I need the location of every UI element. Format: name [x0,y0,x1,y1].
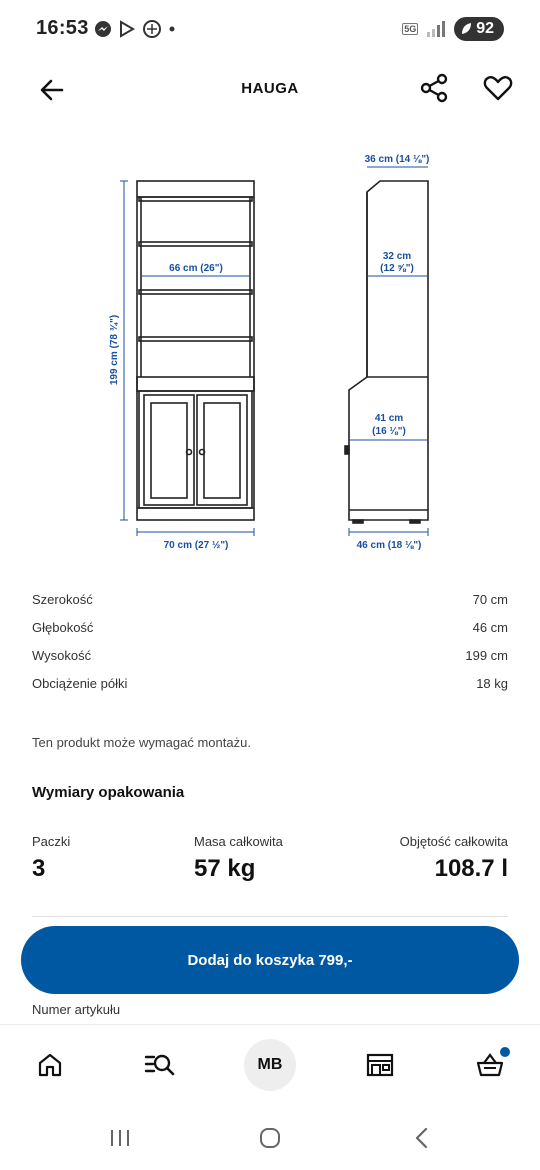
spec-label: Głębokość [32,620,94,635]
volume-stat [400,834,508,883]
favorite-button[interactable] [482,72,514,104]
side-inner-depth-label: 32 cm [382,251,412,262]
packaging-stats [32,834,508,894]
share-icon [418,72,450,104]
weight-label: Masa całkowita [194,834,283,849]
home-system-button[interactable] [256,1124,284,1152]
spec-label: Wysokość [32,648,92,663]
nav-home[interactable] [28,1043,72,1087]
assembly-note: Ten produkt może wymagać montażu. [32,735,251,750]
status-time: 16:53 [36,17,89,39]
add-to-cart-button[interactable]: Dodaj do koszyka 799,- [21,926,519,994]
front-width-label: 70 cm (27 ½") [163,540,229,551]
spec-value: 46 cm [472,620,508,635]
avatar[interactable]: MB [244,1039,296,1091]
signal-icon [426,20,446,38]
packages-value: 3 [32,855,46,882]
side-lower-depth-label: 41 cm [374,413,404,424]
top-app-bar [0,60,540,116]
spec-value: 18 kg [476,676,508,691]
spec-row-shelf-load [32,676,508,704]
home-icon [36,1051,64,1079]
bottom-navigation [0,1024,540,1108]
heart-icon [482,72,514,104]
article-number-label[interactable]: Numer artykułu [32,1002,121,1017]
store-icon [365,1051,395,1079]
battery-level: 92 [476,20,494,37]
volume-value: 108.7 l [434,855,508,882]
front-height-label: 199 cm (78 ¾") [109,314,120,386]
spec-row-width [32,592,508,620]
side-top-depth-label: 36 cm (14 ⅛") [364,154,430,165]
spec-value: 199 cm [465,648,508,663]
messenger-icon [94,20,112,38]
page-title: HAUGA [241,80,299,97]
recent-apps-button[interactable] [106,1124,134,1152]
spec-value: 70 cm [472,592,508,607]
nav-cart[interactable] [468,1043,512,1087]
recent-apps-icon [106,1124,134,1152]
back-system-button[interactable] [408,1124,436,1152]
play-store-icon [118,20,136,38]
spec-list [32,592,508,704]
weight-value: 57 kg [194,855,256,882]
side-view [345,181,428,523]
share-button[interactable] [418,72,450,104]
nav-stores[interactable] [358,1043,402,1087]
cart-badge [500,1047,510,1057]
front-inner-width-label: 66 cm (26") [169,263,223,274]
side-depth-label: 46 cm (18 ⅛") [356,540,422,551]
nav-search[interactable] [138,1043,182,1087]
system-navigation [0,1108,540,1170]
spec-label: Obciążenie półki [32,676,128,691]
packaging-title: Wymiary opakowania [32,784,185,801]
spec-row-depth [32,620,508,648]
dimension-diagram [0,140,540,560]
packages-stat [32,834,70,883]
more-dot-icon [168,20,176,38]
weight-stat [194,834,283,883]
status-bar [0,0,540,60]
divider [32,916,508,917]
spec-row-height [32,648,508,676]
battery-indicator [454,17,504,41]
packages-label: Paczki [32,834,71,849]
front-view [137,181,254,520]
battery-saver-icon [460,22,472,36]
spec-label: Szerokość [32,592,93,607]
home-circle-icon [256,1124,284,1152]
volume-label: Objętość całkowita [399,834,508,849]
side-lower-depth-inch-label: (16 ⅛") [372,426,406,437]
chevron-left-icon [408,1124,436,1152]
dimension-lines [120,167,428,536]
search-menu-icon [144,1051,176,1079]
app-notification-icon [142,20,162,38]
side-inner-depth-inch-label: (12 ⅝") [380,263,414,274]
network-type: 5G [404,24,417,34]
